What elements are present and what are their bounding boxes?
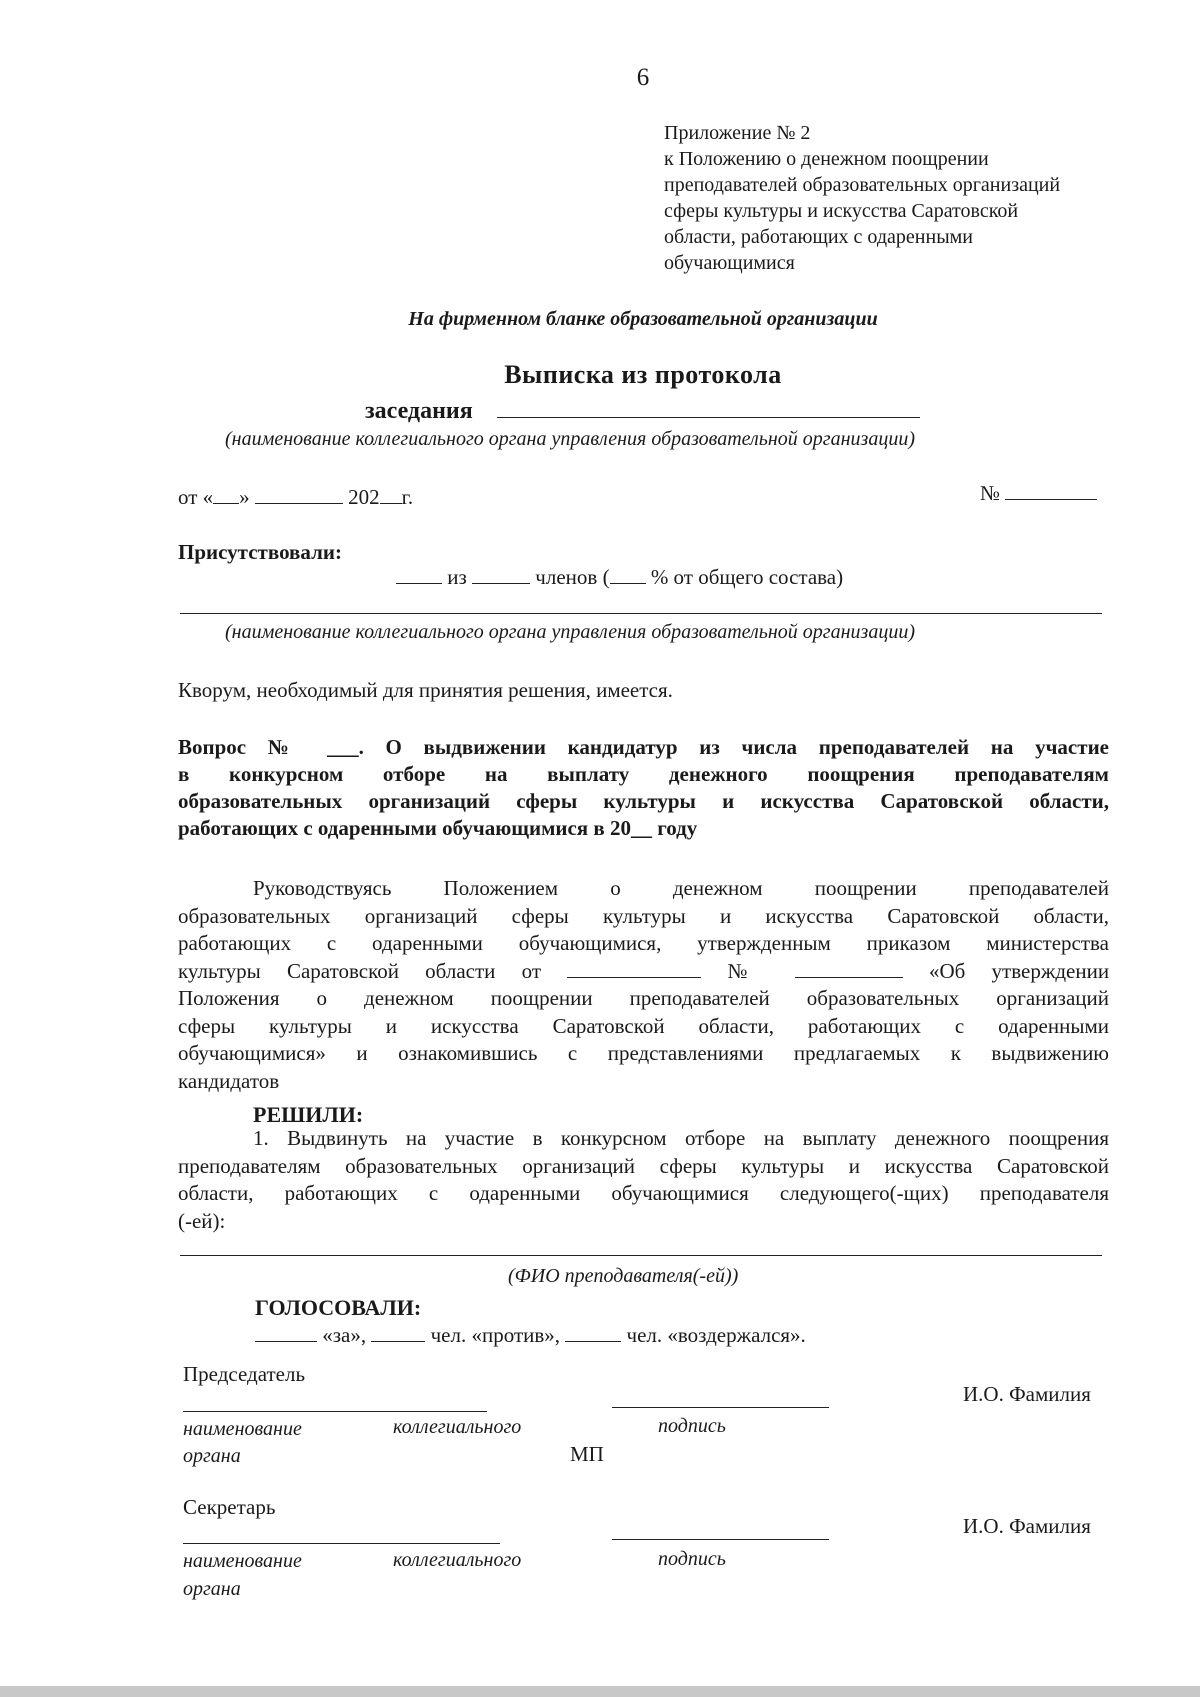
appendix-line: к Положению о денежном поощрении [664, 148, 989, 170]
question-line: образовательных организаций сферы культуры и искусства Саратовской области, [178, 789, 1109, 813]
members-of: из [447, 565, 467, 589]
against-count-blank [371, 1323, 425, 1342]
date-year: 202 [348, 485, 380, 509]
members-line [396, 565, 843, 590]
appendix-line: области, работающих с одаренными [664, 226, 973, 248]
body-line: обучающимися» и ознакомившись с представлениями предлагаемых к выдвижению [178, 1041, 1109, 1065]
decision-line: 1. Выдвинуть на участие в конкурсном отборе на выплату денежного поощрения [253, 1126, 1109, 1150]
body-line: Руководствуясь Положением о денежном поощрении преподавателей [253, 876, 1109, 900]
secretary-name: И.О. Фамилия [963, 1514, 1091, 1538]
decision-line: (-ей): [178, 1208, 226, 1233]
chairman-signature-line [612, 1407, 829, 1408]
number-blank [1005, 481, 1097, 500]
document-title: Выписка из протокола [504, 360, 782, 389]
decision-line: преподавателям образовательных организаций сферы культуры и искусства Саратовской [178, 1153, 1109, 1178]
letterhead-note: На фирменном бланке образовательной организации [408, 308, 878, 330]
scan-edge [0, 1686, 1200, 1697]
members-percent: % от общего состава) [650, 565, 844, 589]
body-paragraph [178, 875, 1109, 1095]
body-line: образовательных организаций сферы культуры и искусства Саратовской области, [178, 903, 1109, 928]
order-number-blank [795, 959, 903, 978]
date-line [178, 485, 413, 510]
abstain-count-blank [565, 1323, 621, 1342]
chairman-signature-caption: подпись [658, 1415, 726, 1437]
question-heading [178, 734, 1109, 842]
body-line: сферы культуры и искусства Саратовской области, работающих с одаренными [178, 1013, 1109, 1038]
date-suffix: г. [401, 485, 414, 509]
chairman-organ-line [183, 1411, 487, 1412]
secretary-organ-line [183, 1543, 500, 1544]
date-prefix: от « [178, 485, 214, 509]
meeting-blank-line [497, 417, 920, 418]
body-line: Положения о денежном поощрении преподавателей образовательных организаций [178, 986, 1109, 1010]
decided-label: РЕШИЛИ: [253, 1102, 364, 1127]
body-text: культуры Саратовской области от [178, 958, 542, 983]
percent-blank [610, 565, 646, 584]
date-mid: » [239, 485, 250, 509]
appendix-line: обучающимися [664, 252, 795, 274]
body-line-with-blanks [178, 958, 1109, 986]
votes-against: чел. «против», [430, 1323, 561, 1347]
votes-abstain: чел. «воздержался». [626, 1323, 806, 1347]
organ-blank-line [180, 613, 1102, 614]
body-line: работающих с одаренными обучающимися, утвержденным приказом министерства [178, 931, 1109, 955]
chairman-name: И.О. Фамилия [963, 1382, 1091, 1406]
chairman-caption: органа [183, 1445, 241, 1467]
teacher-caption: (ФИО преподавателя(-ей)) [508, 1265, 739, 1287]
secretary-caption: коллегиального [393, 1549, 522, 1571]
present-count-blank [396, 565, 442, 584]
chairman-caption: коллегиального [393, 1416, 522, 1438]
decision-paragraph [178, 1125, 1109, 1235]
appendix-line: Приложение № 2 [664, 122, 811, 144]
order-date-blank [567, 959, 701, 978]
secretary-signature-caption: подпись [658, 1548, 726, 1570]
secretary-signature-line [612, 1539, 829, 1540]
chairman-role: Председатель [183, 1362, 306, 1386]
organ-caption-2: (наименование коллегиального органа управления образовательной организации) [225, 621, 915, 643]
body-text: № [727, 958, 769, 983]
voted-label: ГОЛОСОВАЛИ: [255, 1295, 422, 1320]
members-text: членов ( [535, 565, 610, 589]
votes-for: «за», [322, 1323, 367, 1347]
present-label: Присутствовали: [178, 540, 342, 564]
number-label: № [980, 481, 1001, 505]
secretary-caption: органа [183, 1578, 241, 1600]
secretary-caption: наименование [183, 1550, 302, 1572]
teacher-blank-line [180, 1255, 1102, 1256]
page-number: 6 [636, 64, 650, 91]
organ-caption: (наименование коллегиального органа управления образовательной организации) [225, 428, 915, 450]
day-blank [213, 485, 239, 504]
question-line: в конкурсном отборе на выплату денежного поощрения преподавателям [178, 762, 1109, 786]
decision-line: области, работающих с одаренными обучающимися следующего(-щих) преподавателя [178, 1181, 1109, 1205]
for-count-blank [255, 1323, 317, 1342]
year-blank [380, 485, 402, 504]
body-line: кандидатов [178, 1068, 280, 1093]
secretary-role: Секретарь [183, 1495, 276, 1519]
body-text: «Об утверждении [928, 958, 1110, 983]
month-blank [255, 485, 343, 504]
question-line: Вопрос № ___. О выдвижении кандидатур из числа преподавателей на участие [178, 735, 1109, 759]
votes-line [255, 1323, 806, 1348]
meeting-label: заседания [365, 398, 473, 424]
appendix-header [664, 120, 1134, 276]
total-count-blank [472, 565, 530, 584]
seal-place: МП [570, 1442, 604, 1466]
question-line: работающих с одаренными обучающимися в 20__ году [178, 816, 698, 840]
chairman-caption: наименование [183, 1418, 302, 1440]
protocol-number [980, 481, 1097, 506]
appendix-line: сферы культуры и искусства Саратовской [664, 200, 1019, 222]
appendix-line: преподавателей образовательных организаций [664, 174, 1061, 196]
quorum-text: Кворум, необходимый для принятия решения, имеется. [178, 678, 673, 702]
